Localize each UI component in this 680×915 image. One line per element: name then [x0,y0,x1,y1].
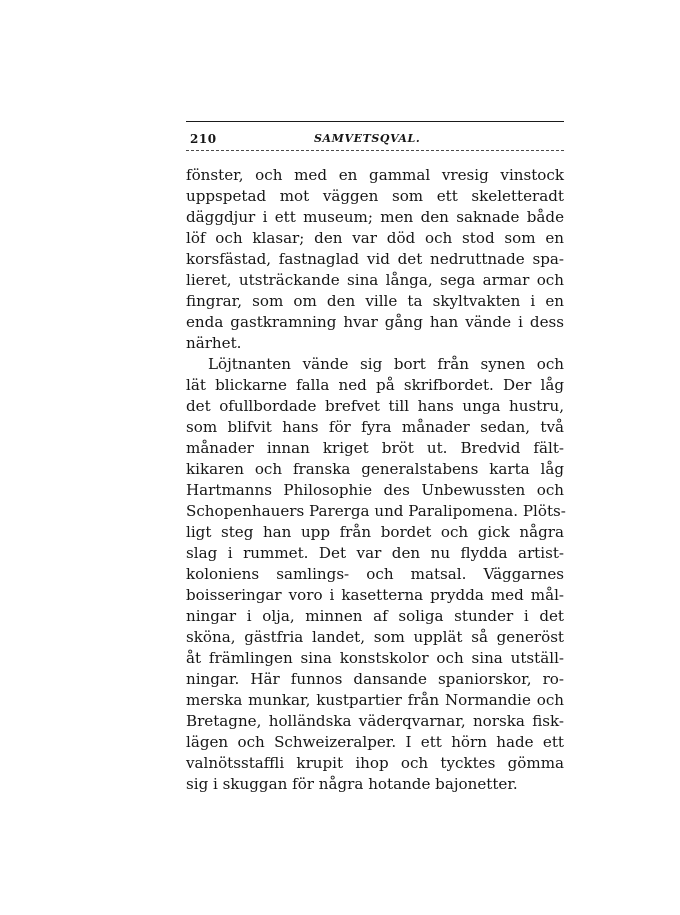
text-line: Hartmanns Philosophie des Unbewussten och [186,481,564,499]
text-line: kikaren och franska generalstabens karta låg [186,460,564,478]
text-line: koloniens samlings- och matsal. Väggarnes [186,565,564,583]
text-line: lägen och Schweizeralper. I ett hörn hade ett [186,733,564,751]
book-page [186,118,564,795]
text-line: närhet. [186,334,242,352]
text-line: ningar i olja, minnen af soliga stunder i det [186,607,564,625]
text-line: Bretagne, holländska väderqvarnar, norska fisk- [186,712,564,730]
text-line: som blifvit hans för fyra månader sedan, två [186,418,564,436]
text-line: ningar. Här funnos dansande spaniorskor, ro- [186,670,564,688]
text-line: lät blickarne falla ned på skrifbordet. Der låg [186,376,564,394]
text-line: löf och klasar; den var död och stod som en [186,229,564,247]
text-line: Schopenhauers Parerga und Paralipomena. Plöts- [186,502,566,520]
text-line: uppspetad mot väggen som ett skeletteradt [186,187,564,205]
header-top-rule [186,121,564,122]
text-line: slag i rummet. Det var den nu flydda artist- [186,544,564,562]
text-line: lieret, utsträckande sina långa, sega armar och [186,271,564,289]
body-text [186,165,564,795]
running-title: SAMVETSQVAL. [314,132,421,145]
text-line: enda gastkramning hvar gång han vände i dess [186,313,564,331]
text-line: åt främlingen sina konstskolor och sina utställ- [186,649,564,667]
text-line: valnötsstaffli krupit ihop och tycktes gömma [186,754,564,772]
running-header [186,128,564,150]
paragraph [186,354,564,795]
text-line: fönster, och med en gammal vresig vinstock [186,166,564,184]
header-bottom-rule [186,150,564,151]
text-line: det ofullbordade brefvet till hans unga hustru, [186,397,564,415]
text-line: boisseringar voro i kasetterna prydda med mål- [186,586,564,604]
text-line: däggdjur i ett museum; men den saknade både [186,208,564,226]
page-number: 210 [190,132,217,146]
text-line: månader innan kriget bröt ut. Bredvid fält- [186,439,564,457]
text-line: ligt steg han upp från bordet och gick några [186,523,564,541]
text-line: fingrar, som om den ville ta skyltvakten i en [186,292,564,310]
text-line: Löjtnanten vände sig bort från synen och [208,355,564,373]
paragraph [186,165,564,354]
text-line: merska munkar, kustpartier från Normandie och [186,691,564,709]
text-line: korsfästad, fastnaglad vid det nedruttnade spa- [186,250,564,268]
text-line: sköna, gästfria landet, som upplät så generöst [186,628,564,646]
text-line: sig i skuggan för några hotande bajonetter. [186,775,518,793]
